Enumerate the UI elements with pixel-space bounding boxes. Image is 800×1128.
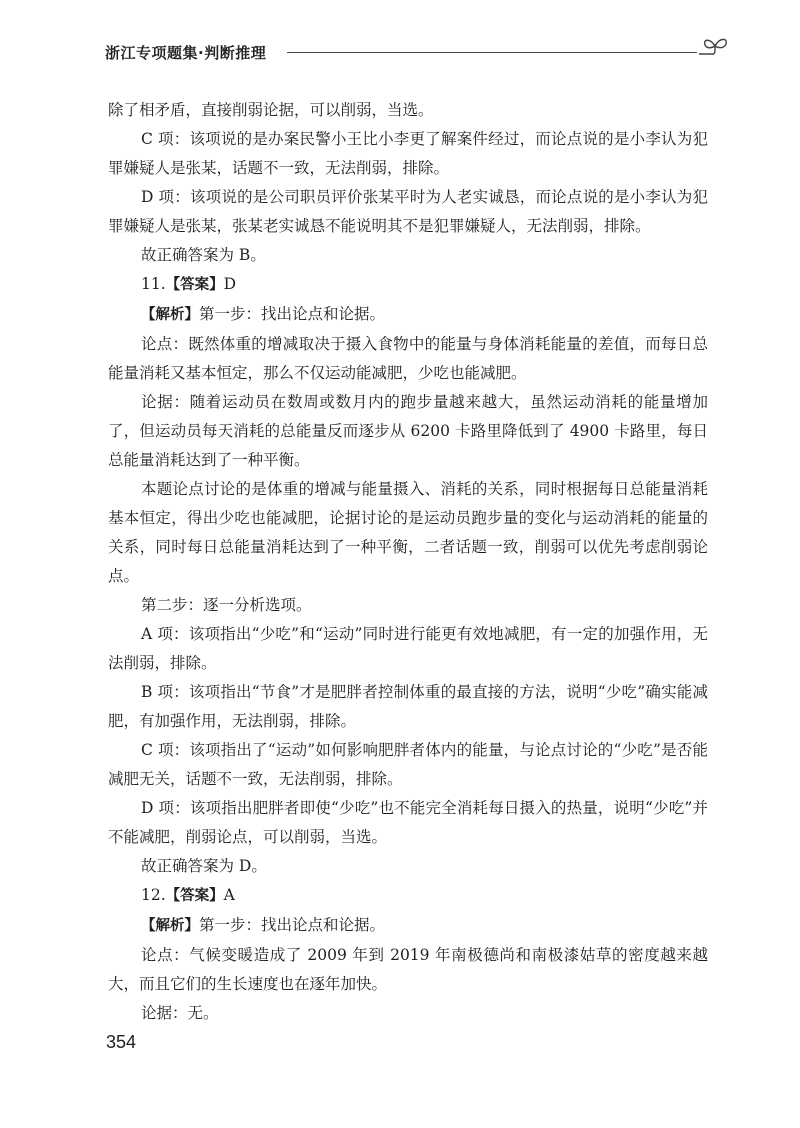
paragraph: 故正确答案为 B。: [141, 246, 266, 264]
page-number: 354: [106, 1032, 137, 1052]
header-rule: [287, 52, 697, 53]
question-11-analysis: [108, 300, 708, 330]
paragraph: 论据：随着运动员在数周或数月内的跑步量越来越大，虽然运动消耗的能量增加了，但运动员每天消耗的总能量反而逐步从 6200 卡路里降低到了 4900 卡路里，每日总能量消耗达到了一种平衡。: [108, 393, 708, 469]
page-body: [108, 96, 708, 1028]
paragraph: 论点：气候变暖造成了 2009 年到 2019 年南极德尚和南极漆姑草的密度越来越大，而且它们的生长速度也在逐年加快。: [108, 946, 708, 993]
sprout-icon: [693, 34, 733, 64]
paragraph: B 项：该项指出“节食”才是肥胖者控制体重的最直接的方法，说明“少吃”确实能减肥，有加强作用，无法削弱，排除。: [108, 683, 708, 730]
paragraph: C 项：该项说的是办案民警小王比小李更了解案件经过，而论点说的是小李认为犯罪嫌疑人是张某，话题不一致，无法削弱，排除。: [108, 130, 708, 177]
answer-value: D: [223, 275, 237, 293]
analysis-label: 【解析】: [141, 918, 199, 934]
page-header: [105, 34, 735, 70]
analysis-text: 第一步：找出论点和论据。: [199, 305, 386, 323]
question-12-answer: [108, 881, 708, 911]
answer-label: 【答案】: [165, 277, 224, 293]
paragraph: C 项：该项指出了“运动”如何影响肥胖者体内的能量，与论点讨论的“少吃”是否能减肥无关，话题不一致，无法削弱，排除。: [108, 741, 708, 788]
question-number: 12.: [141, 886, 166, 904]
paragraph: 故正确答案为 D。: [141, 857, 267, 875]
question-11-answer: [108, 270, 708, 300]
paragraph: 本题论点讨论的是体重的增减与能量摄入、消耗的关系，同时根据每日总能量消耗基本恒定，得出少吃也能减肥，论据讨论的是运动员跑步量的变化与运动消耗的能量的关系，同时每日总能量消耗达到了一种平衡，二者话题一致，削弱可以优先考虑削弱论点。: [108, 480, 708, 585]
analysis-text: 第一步：找出论点和论据。: [199, 916, 386, 934]
answer-label: 【答案】: [165, 888, 224, 904]
paragraph: D 项：该项指出肥胖者即使“少吃”也不能完全消耗每日摄入的热量，说明“少吃”并不能减肥，削弱论点，可以削弱，当选。: [108, 799, 708, 846]
paragraph: 除了相矛盾，直接削弱论据，可以削弱，当选。: [108, 101, 434, 119]
question-12-analysis: [108, 911, 708, 941]
paragraph: 论据：无。: [141, 1004, 219, 1022]
header-title: 浙江专项题集·判断推理: [105, 44, 267, 62]
paragraph: D 项：该项说的是公司职员评价张某平时为人老实诚恳，而论点说的是小李认为犯罪嫌疑人是张某，张某老实诚恳不能说明其不是犯罪嫌疑人，无法削弱，排除。: [108, 188, 708, 235]
analysis-label: 【解析】: [141, 307, 199, 323]
paragraph: A 项：该项指出“少吃”和“运动”同时进行能更有效地减肥，有一定的加强作用，无法削弱，排除。: [108, 625, 708, 672]
paragraph: 论点：既然体重的增减取决于摄入食物中的能量与身体消耗能量的差值，而每日总能量消耗又基本恒定，那么不仅运动能减肥，少吃也能减肥。: [108, 335, 708, 382]
paragraph: 第二步：逐一分析选项。: [141, 596, 312, 614]
question-number: 11.: [141, 275, 166, 293]
answer-value: A: [223, 886, 235, 904]
